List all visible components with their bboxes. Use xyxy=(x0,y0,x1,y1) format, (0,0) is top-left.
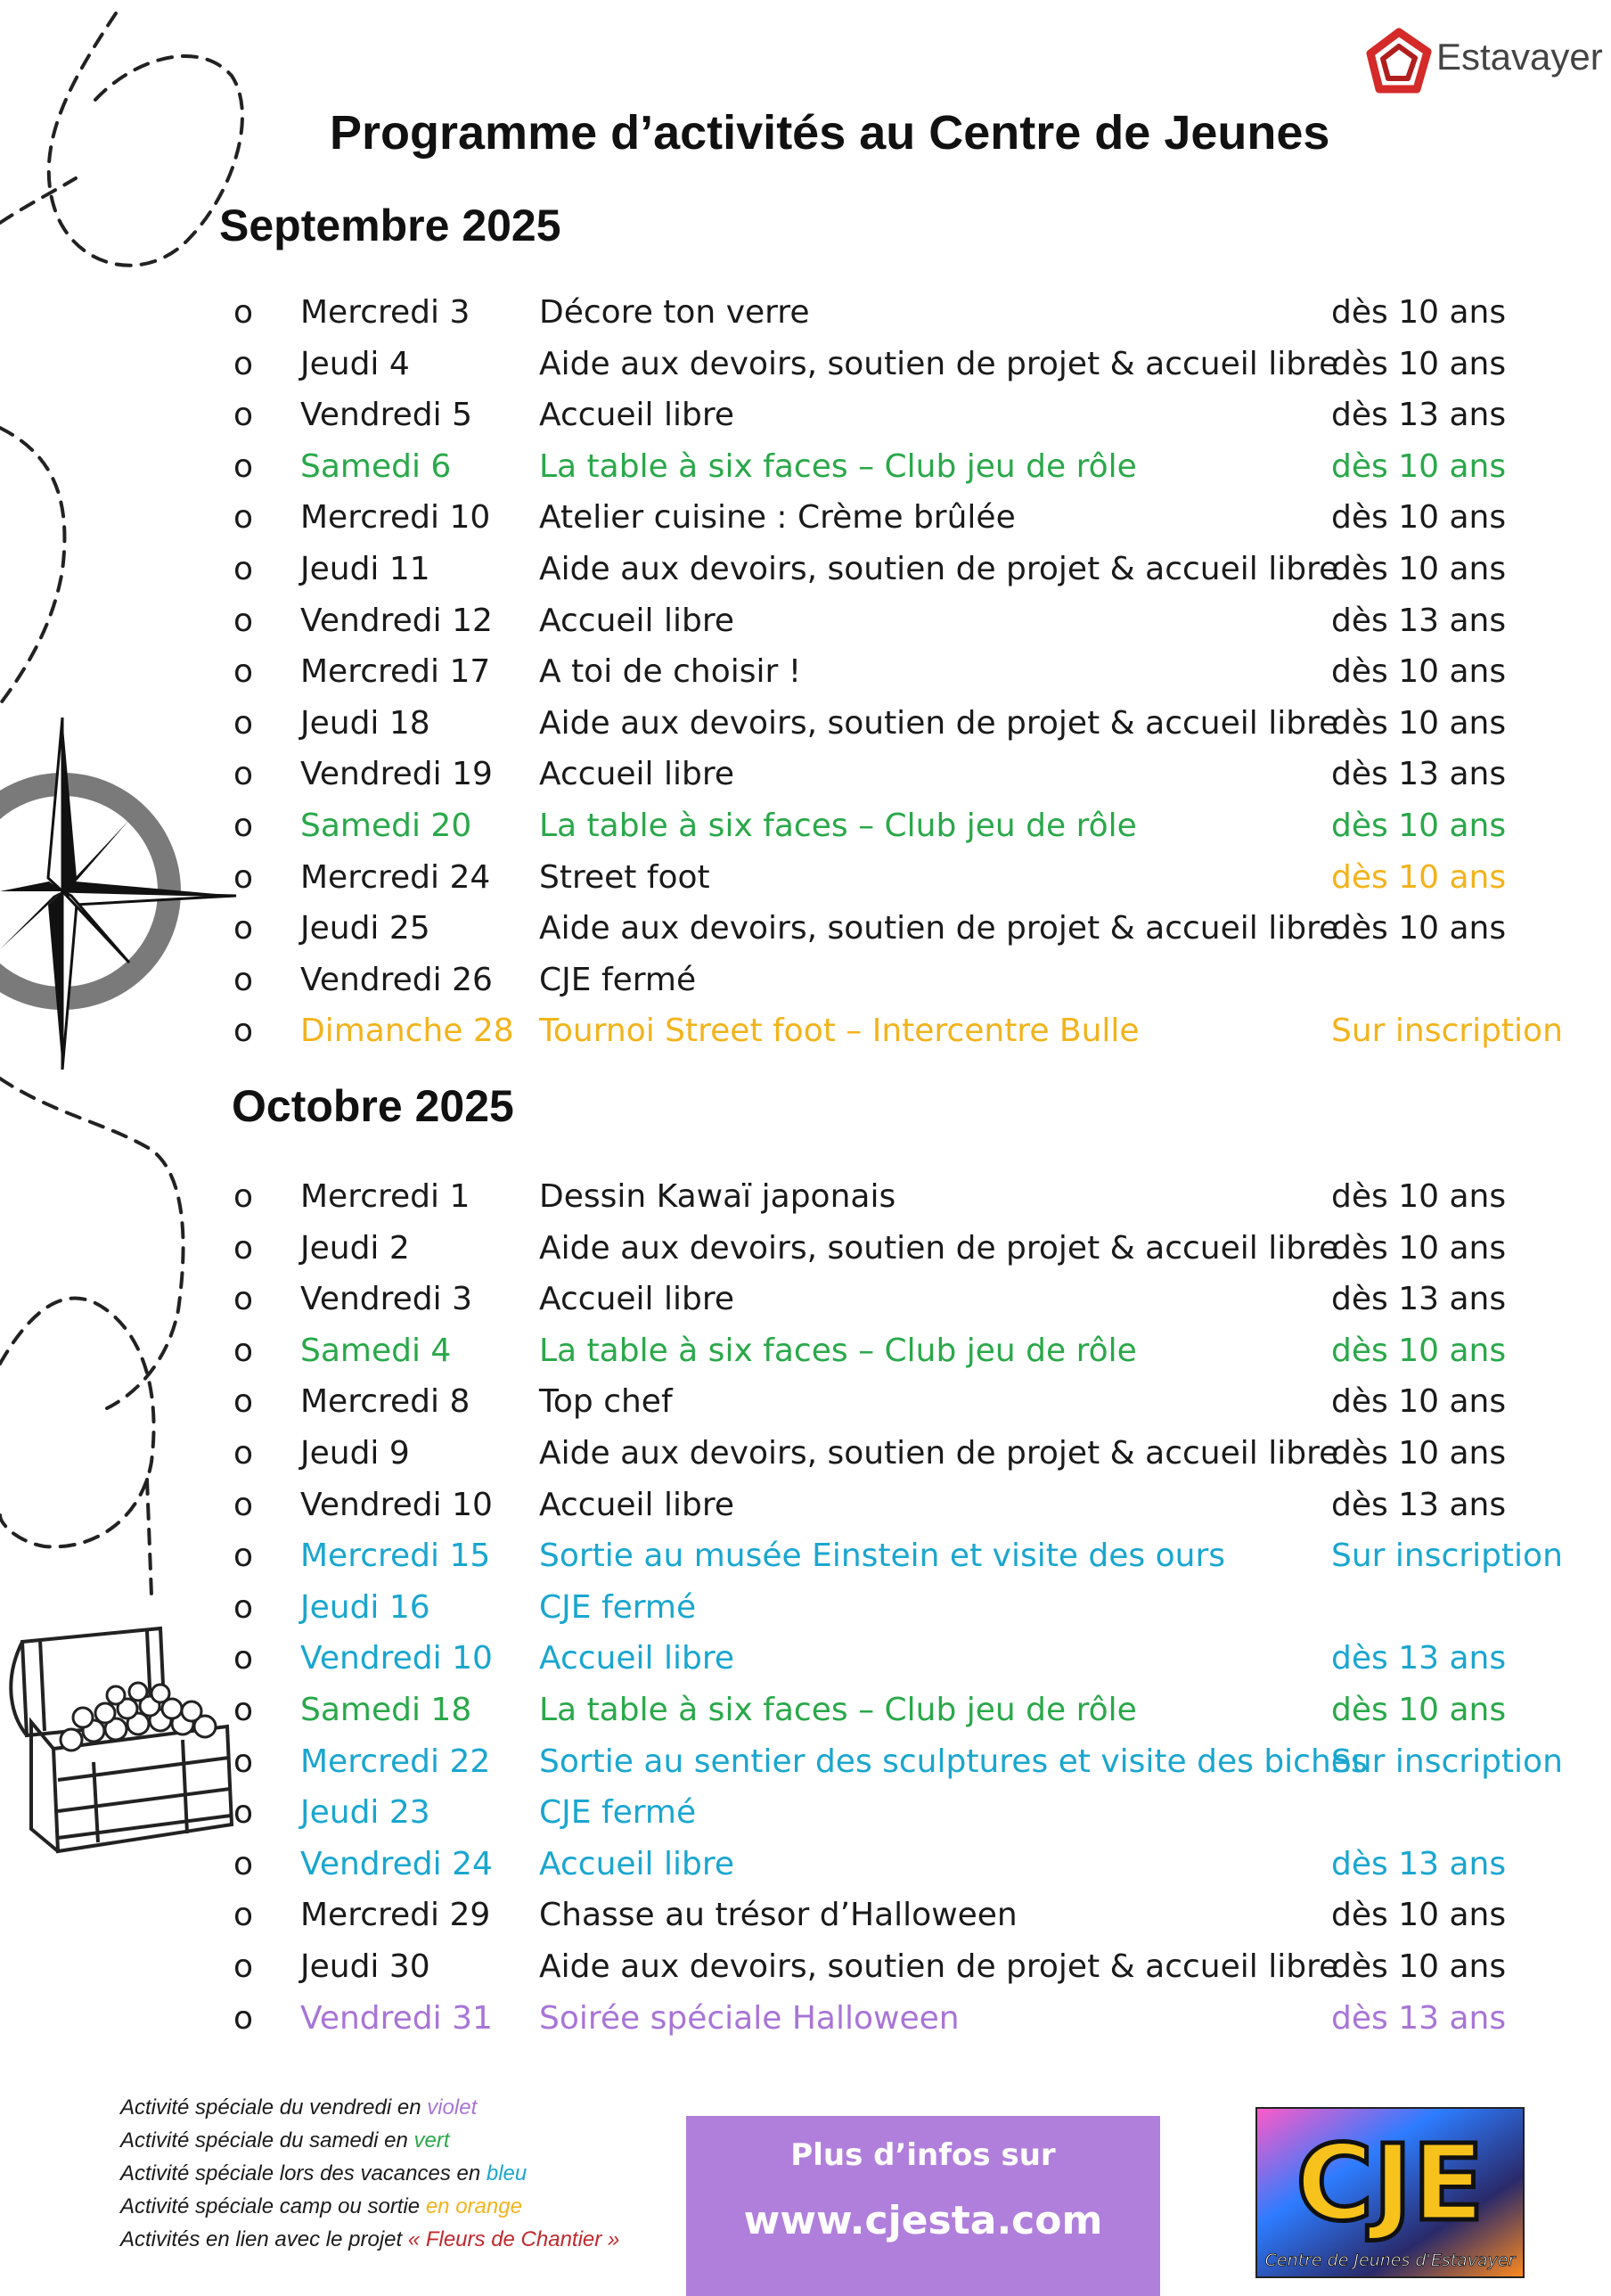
activity-age: dès 10 ans xyxy=(1331,1434,1507,1472)
activity-day: Jeudi 30 xyxy=(300,1948,430,1985)
activity-age: dès 10 ans xyxy=(1331,653,1507,691)
activity-name: Accueil libre xyxy=(539,1640,735,1677)
activity-age: dès 13 ans xyxy=(1331,397,1507,434)
list-item xyxy=(233,852,1588,904)
month-heading-october: Octobre 2025 xyxy=(232,1081,514,1131)
bullet-icon: o xyxy=(233,1229,254,1267)
activity-list-september xyxy=(233,287,1588,1057)
activity-day: Dimanche 28 xyxy=(300,1013,514,1050)
page-title: Programme d’activités au Centre de Jeunes xyxy=(330,106,1330,160)
activity-day: Mercredi 3 xyxy=(300,294,470,331)
list-item xyxy=(233,287,1588,339)
list-item xyxy=(233,1274,1588,1325)
activity-age: dès 10 ans xyxy=(1331,345,1507,382)
activity-age: Sur inscription xyxy=(1331,1538,1563,1575)
activity-day: Vendredi 5 xyxy=(300,397,473,434)
activity-name: Sortie au sentier des sculptures et visite des biches xyxy=(539,1742,1368,1780)
cje-logo-main: CJE xyxy=(1296,2121,1484,2244)
activity-age: dès 13 ans xyxy=(1331,1999,1507,2037)
activity-name: Aide aux devoirs, soutien de projet & accueil libre xyxy=(539,1434,1339,1472)
activity-day: Jeudi 23 xyxy=(300,1794,430,1832)
bullet-icon: o xyxy=(233,499,254,537)
activity-day: Jeudi 9 xyxy=(300,1434,410,1472)
activity-name: Décore ton verre xyxy=(539,294,810,331)
activity-name: La table à six faces – Club jeu de rôle xyxy=(539,1332,1137,1369)
activity-name: Aide aux devoirs, soutien de projet & accueil libre xyxy=(539,1229,1339,1267)
activity-age: dès 13 ans xyxy=(1331,756,1507,793)
bullet-icon: o xyxy=(233,1178,254,1215)
activity-age: dès 13 ans xyxy=(1331,1486,1507,1523)
activity-age: dès 10 ans xyxy=(1331,1229,1507,1267)
activity-age: dès 10 ans xyxy=(1331,858,1507,896)
legend-item-camp: Activité spéciale camp ou sortie en orange xyxy=(120,2194,522,2218)
activity-age: dès 10 ans xyxy=(1331,1332,1507,1369)
list-item xyxy=(233,1941,1588,1993)
activity-day: Vendredi 3 xyxy=(300,1281,473,1318)
activity-name: A toi de choisir ! xyxy=(539,653,802,691)
activity-day: Mercredi 15 xyxy=(300,1538,491,1575)
treasure-chest-icon xyxy=(4,1624,241,1856)
bullet-icon: o xyxy=(233,1538,254,1575)
activity-day: Samedi 4 xyxy=(300,1332,452,1369)
activity-day: Mercredi 24 xyxy=(300,858,491,896)
activity-day: Vendredi 26 xyxy=(300,961,493,998)
list-item xyxy=(233,1633,1588,1685)
more-info-box xyxy=(686,2116,1160,2296)
bullet-icon: o xyxy=(233,1281,254,1318)
activity-name: Aide aux devoirs, soutien de projet & accueil libre xyxy=(539,704,1339,742)
list-item xyxy=(233,903,1588,955)
list-item xyxy=(233,441,1588,493)
list-item xyxy=(233,1428,1588,1480)
list-item xyxy=(233,1890,1588,1941)
list-item xyxy=(233,390,1588,441)
bullet-icon: o xyxy=(233,1332,254,1369)
activity-day: Mercredi 17 xyxy=(300,653,491,691)
activity-name: CJE fermé xyxy=(539,961,697,998)
activity-day: Mercredi 29 xyxy=(300,1897,491,1934)
activity-age: dès 10 ans xyxy=(1331,1897,1507,1934)
legend-item-friday: Activité spéciale du vendredi en violet xyxy=(120,2095,478,2120)
activity-day: Jeudi 18 xyxy=(300,704,430,742)
bullet-icon: o xyxy=(233,447,254,485)
compass-icon xyxy=(0,718,241,1070)
legend-item-holidays: Activité spéciale lors des vacances en bleu xyxy=(120,2161,527,2185)
activity-name: Accueil libre xyxy=(539,1845,735,1882)
activity-age: dès 13 ans xyxy=(1331,1640,1507,1677)
activity-day: Jeudi 4 xyxy=(300,345,410,382)
bullet-icon: o xyxy=(233,1948,254,1985)
activity-day: Jeudi 2 xyxy=(300,1229,410,1267)
activity-age: dès 10 ans xyxy=(1331,910,1507,947)
activity-age: dès 10 ans xyxy=(1331,704,1507,742)
activity-day: Vendredi 10 xyxy=(300,1486,493,1523)
activity-name: Accueil libre xyxy=(539,1281,735,1318)
activity-age: dès 13 ans xyxy=(1331,1281,1507,1318)
bullet-icon: o xyxy=(233,1999,254,2037)
activity-name: Accueil libre xyxy=(539,1486,735,1523)
website-link[interactable]: www.cjesta.com xyxy=(743,2198,1103,2243)
activity-name: La table à six faces – Club jeu de rôle xyxy=(539,807,1137,844)
activity-age: dès 10 ans xyxy=(1331,294,1507,331)
activity-age: dès 10 ans xyxy=(1331,807,1507,844)
list-item xyxy=(233,1171,1588,1223)
list-item xyxy=(233,595,1588,647)
activity-name: Accueil libre xyxy=(539,602,735,639)
bullet-icon: o xyxy=(233,1013,254,1050)
bullet-icon: o xyxy=(233,858,254,896)
bullet-icon: o xyxy=(233,1742,254,1780)
activity-name: Sortie au musée Einstein et visite des ours xyxy=(539,1538,1226,1575)
list-item xyxy=(233,646,1588,698)
bullet-icon: o xyxy=(233,807,254,844)
list-item xyxy=(233,955,1588,1006)
bullet-icon: o xyxy=(233,961,254,998)
list-item xyxy=(233,1582,1588,1634)
activity-name: Aide aux devoirs, soutien de projet & accueil libre xyxy=(539,550,1339,587)
activity-day: Vendredi 31 xyxy=(300,1999,493,2037)
bullet-icon: o xyxy=(233,1691,254,1728)
activity-day: Mercredi 22 xyxy=(300,1742,491,1780)
list-item xyxy=(233,1839,1588,1890)
bullet-icon: o xyxy=(233,1486,254,1523)
bullet-icon: o xyxy=(233,294,254,331)
bullet-icon: o xyxy=(233,1897,254,1934)
activity-age: Sur inscription xyxy=(1331,1742,1563,1780)
activity-name: CJE fermé xyxy=(539,1588,697,1626)
activity-name: Dessin Kawaï japonais xyxy=(539,1178,896,1215)
activity-age: dès 10 ans xyxy=(1331,1178,1507,1215)
activity-day: Jeudi 16 xyxy=(300,1588,430,1626)
estavayer-logo-mark-icon xyxy=(1363,27,1435,98)
activity-age: dès 10 ans xyxy=(1331,550,1507,587)
list-item xyxy=(233,1993,1588,2045)
bullet-icon: o xyxy=(233,1845,254,1882)
activity-day: Vendredi 19 xyxy=(300,756,493,793)
activity-day: Mercredi 8 xyxy=(300,1383,470,1421)
list-item xyxy=(233,492,1588,544)
activity-day: Vendredi 10 xyxy=(300,1640,493,1677)
bullet-icon: o xyxy=(233,1794,254,1832)
activity-day: Vendredi 24 xyxy=(300,1845,493,1882)
activity-name: Atelier cuisine : Crème brûlée xyxy=(539,499,1016,537)
activity-age: dès 10 ans xyxy=(1331,1691,1507,1728)
activity-name: Soirée spéciale Halloween xyxy=(539,1999,960,2037)
bullet-icon: o xyxy=(233,550,254,587)
activity-name: CJE fermé xyxy=(539,1794,697,1832)
activity-age: dès 10 ans xyxy=(1331,447,1507,485)
list-item xyxy=(233,1480,1588,1531)
bullet-icon: o xyxy=(233,1434,254,1472)
list-item xyxy=(233,1736,1588,1788)
list-item xyxy=(233,1005,1588,1057)
activity-day: Jeudi 25 xyxy=(300,910,430,947)
list-item xyxy=(233,698,1588,750)
bullet-icon: o xyxy=(233,1383,254,1421)
month-heading-september: Septembre 2025 xyxy=(219,201,561,250)
bullet-icon: o xyxy=(233,397,254,434)
activity-day: Vendredi 12 xyxy=(300,602,493,639)
list-item xyxy=(233,1787,1588,1839)
bullet-icon: o xyxy=(233,1588,254,1626)
activity-name: Aide aux devoirs, soutien de projet & accueil libre xyxy=(539,910,1339,947)
activity-name: Accueil libre xyxy=(539,397,735,434)
list-item xyxy=(233,1325,1588,1377)
bullet-icon: o xyxy=(233,602,254,639)
activity-name: Top chef xyxy=(539,1383,673,1421)
estavayer-logo xyxy=(1363,27,1604,98)
list-item xyxy=(233,1530,1588,1582)
activity-name: Tournoi Street foot – Intercentre Bulle xyxy=(539,1013,1140,1050)
estavayer-logo-text: Estavayer xyxy=(1436,36,1603,78)
activity-name: Chasse au trésor d’Halloween xyxy=(539,1897,1018,1934)
list-item xyxy=(233,339,1588,390)
legend-item-project: Activités en lien avec le projet « Fleurs de Chantier » xyxy=(120,2227,620,2251)
activity-day: Mercredi 10 xyxy=(300,499,491,537)
list-item xyxy=(233,1376,1588,1428)
activity-age: Sur inscription xyxy=(1331,1013,1563,1050)
color-legend xyxy=(120,2091,619,2256)
activity-name: Street foot xyxy=(539,858,710,896)
activity-age: dès 10 ans xyxy=(1331,1383,1507,1421)
activity-age: dès 13 ans xyxy=(1331,602,1507,639)
list-item xyxy=(233,749,1588,800)
activity-name: La table à six faces – Club jeu de rôle xyxy=(539,1691,1137,1728)
activity-name: Accueil libre xyxy=(539,756,735,793)
activity-day: Samedi 20 xyxy=(300,807,472,844)
activity-day: Mercredi 1 xyxy=(300,1178,470,1215)
activity-day: Samedi 6 xyxy=(300,447,452,485)
bullet-icon: o xyxy=(233,704,254,742)
more-info-label: Plus d’infos sur xyxy=(790,2137,1056,2173)
activity-name: La table à six faces – Club jeu de rôle xyxy=(539,447,1137,485)
list-item xyxy=(233,800,1588,852)
list-item xyxy=(233,544,1588,595)
list-item xyxy=(233,1223,1588,1275)
list-item xyxy=(233,1685,1588,1736)
bullet-icon: o xyxy=(233,910,254,947)
cje-logo xyxy=(1252,2103,1528,2282)
legend-item-saturday: Activité spéciale du samedi en vert xyxy=(120,2128,450,2152)
bullet-icon: o xyxy=(233,345,254,382)
activity-age: dès 13 ans xyxy=(1331,1845,1507,1882)
activity-age: dès 10 ans xyxy=(1331,1948,1507,1985)
activity-name: Aide aux devoirs, soutien de projet & accueil libre xyxy=(539,1948,1339,1985)
bullet-icon: o xyxy=(233,1640,254,1677)
activity-day: Samedi 18 xyxy=(300,1691,472,1728)
activity-list-october xyxy=(233,1171,1588,2044)
activity-day: Jeudi 11 xyxy=(300,550,430,587)
bullet-icon: o xyxy=(233,756,254,793)
activity-age: dès 10 ans xyxy=(1331,499,1507,537)
bullet-icon: o xyxy=(233,653,254,691)
activity-name: Aide aux devoirs, soutien de projet & accueil libre xyxy=(539,345,1339,382)
cje-logo-sub: Centre de Jeunes d'Estavayer xyxy=(1264,2251,1516,2270)
